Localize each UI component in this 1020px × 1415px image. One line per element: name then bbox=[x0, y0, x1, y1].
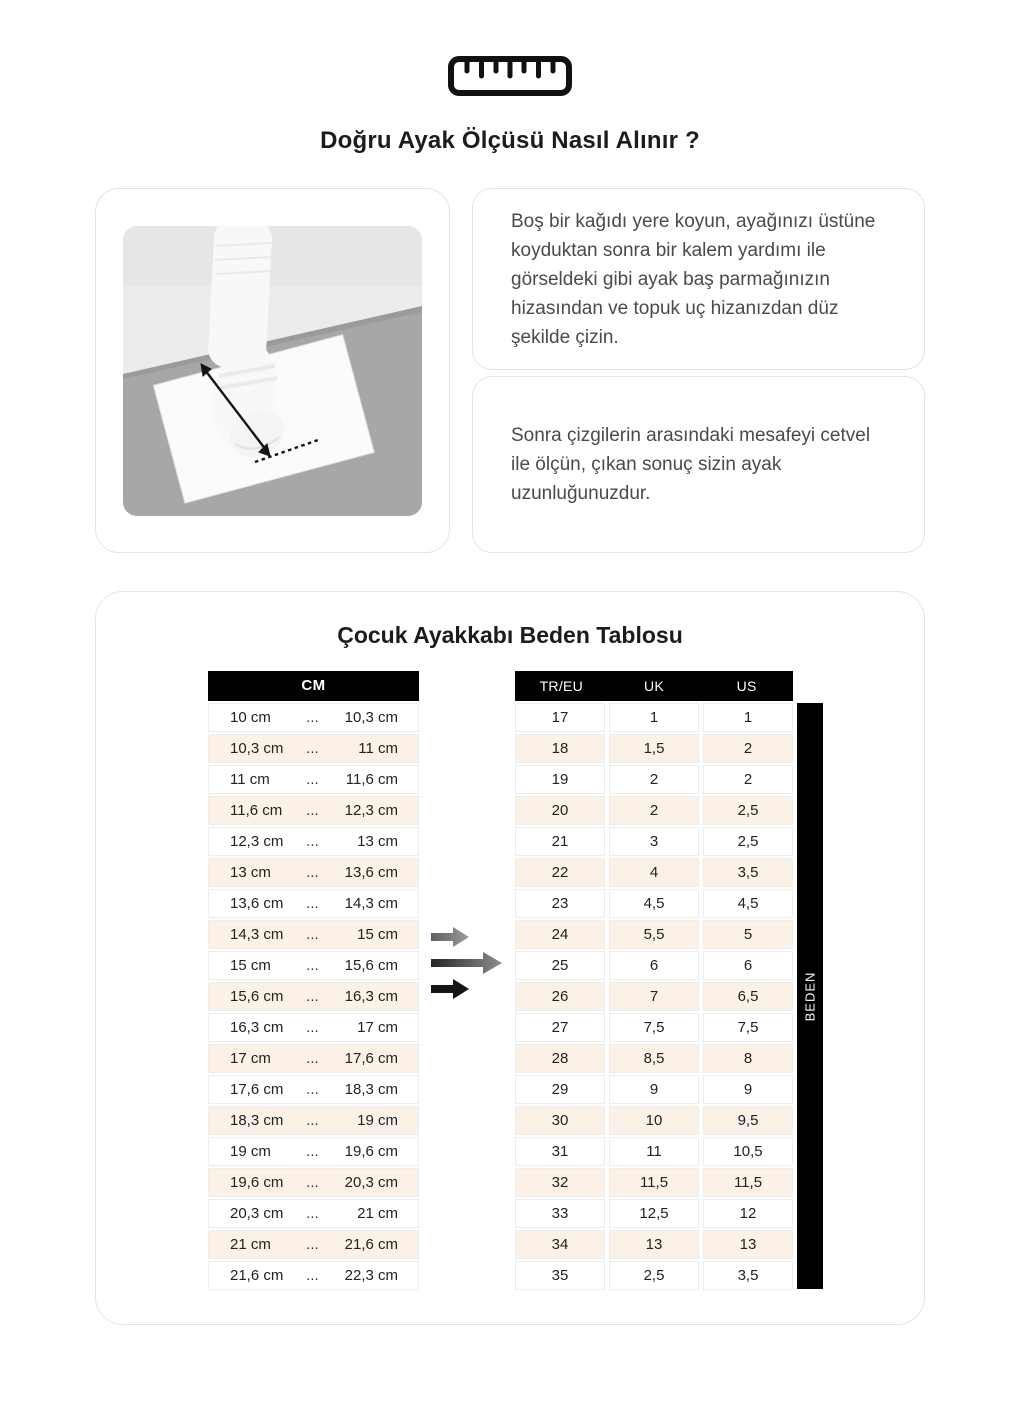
table-cell: 17 cm bbox=[230, 1050, 271, 1067]
size-row bbox=[515, 1261, 793, 1290]
table-cell: 17 bbox=[515, 703, 605, 732]
size-row bbox=[515, 889, 793, 918]
table-cell: 12,3 cm bbox=[230, 833, 284, 850]
size-row bbox=[515, 982, 793, 1011]
table-cell: 4,5 bbox=[703, 889, 793, 918]
table-cell: ... bbox=[306, 1019, 319, 1036]
size-row bbox=[515, 765, 793, 794]
table-cell: 3,5 bbox=[703, 1261, 793, 1290]
table-cell: 6 bbox=[703, 951, 793, 980]
size-row bbox=[515, 920, 793, 949]
foot-measurement-photo bbox=[123, 226, 422, 516]
header-us: US bbox=[736, 678, 757, 694]
table-cell: 18,3 cm bbox=[230, 1112, 284, 1129]
table-cell: 10,3 cm bbox=[230, 740, 284, 757]
table-cell: 16,3 cm bbox=[230, 1019, 284, 1036]
table-cell: 1 bbox=[703, 703, 793, 732]
size-row bbox=[515, 858, 793, 887]
table-cell: 7,5 bbox=[609, 1013, 699, 1042]
table-cell: ... bbox=[306, 1236, 319, 1253]
cm-range-row bbox=[208, 951, 419, 980]
cm-range-row bbox=[208, 858, 419, 887]
table-cell: 10,3 cm bbox=[344, 709, 398, 726]
table-cell: 21 cm bbox=[357, 1205, 398, 1222]
table-cell: 13,6 cm bbox=[344, 864, 398, 881]
table-cell: 2,5 bbox=[703, 796, 793, 825]
foot-photo-card bbox=[95, 188, 450, 553]
table-cell: 11,6 cm bbox=[230, 802, 283, 819]
table-cell: ... bbox=[306, 802, 319, 819]
table-cell: 10,5 bbox=[703, 1137, 793, 1166]
table-cell: 2 bbox=[609, 765, 699, 794]
table-cell: 32 bbox=[515, 1168, 605, 1197]
table-cell: 7,5 bbox=[703, 1013, 793, 1042]
size-row bbox=[515, 1075, 793, 1104]
cm-range-row bbox=[208, 1261, 419, 1290]
table-cell: 17,6 cm bbox=[230, 1081, 284, 1098]
table-cell: 3 bbox=[609, 827, 699, 856]
table-cell: ... bbox=[306, 1174, 319, 1191]
table-cell: 25 bbox=[515, 951, 605, 980]
table-cell: 22,3 cm bbox=[344, 1267, 398, 1284]
table-cell: 12 bbox=[703, 1199, 793, 1228]
table-cell: ... bbox=[306, 895, 319, 912]
size-row bbox=[515, 734, 793, 763]
table-cell: 11 cm bbox=[358, 740, 398, 757]
table-cell: 17 cm bbox=[357, 1019, 398, 1036]
size-row bbox=[515, 703, 793, 732]
table-cell: 21 bbox=[515, 827, 605, 856]
cm-range-row bbox=[208, 889, 419, 918]
table-cell: 3,5 bbox=[703, 858, 793, 887]
table-cell: 5,5 bbox=[609, 920, 699, 949]
table-cell: 13,6 cm bbox=[230, 895, 284, 912]
transfer-arrows-icon bbox=[419, 671, 515, 1001]
cm-range-row bbox=[208, 1199, 419, 1228]
table-cell: 2 bbox=[609, 796, 699, 825]
table-cell: 11,6 cm bbox=[345, 771, 398, 788]
table-cell: ... bbox=[306, 926, 319, 943]
table-cell: 13 cm bbox=[230, 864, 271, 881]
table-cell: 18,3 cm bbox=[344, 1081, 398, 1098]
table-cell: ... bbox=[306, 833, 319, 850]
table-cell: 11,5 bbox=[703, 1168, 793, 1197]
table-cell: 20,3 cm bbox=[230, 1205, 284, 1222]
table-cell: 10 cm bbox=[230, 709, 271, 726]
table-cell: 21 cm bbox=[230, 1236, 271, 1253]
table-cell: 26 bbox=[515, 982, 605, 1011]
table-cell: 2,5 bbox=[703, 827, 793, 856]
table-cell: 34 bbox=[515, 1230, 605, 1259]
table-cell: 2 bbox=[703, 734, 793, 763]
table-cell: ... bbox=[306, 1081, 319, 1098]
intl-size-table bbox=[515, 671, 793, 1290]
table-cell: 23 bbox=[515, 889, 605, 918]
table-cell: 8,5 bbox=[609, 1044, 699, 1073]
size-row bbox=[515, 1168, 793, 1197]
table-cell: 8 bbox=[703, 1044, 793, 1073]
ruler-icon bbox=[447, 55, 573, 97]
instruction-steps bbox=[472, 188, 925, 553]
size-row bbox=[515, 796, 793, 825]
header-uk: UK bbox=[643, 678, 665, 694]
cm-table-header: CM bbox=[208, 671, 419, 701]
table-cell: ... bbox=[306, 1205, 319, 1222]
table-cell: 28 bbox=[515, 1044, 605, 1073]
table-cell: 30 bbox=[515, 1106, 605, 1135]
table-cell: 7 bbox=[609, 982, 699, 1011]
table-cell: 19 bbox=[515, 765, 605, 794]
size-table-title: Çocuk Ayakkabı Beden Tablosu bbox=[337, 622, 683, 648]
table-cell: 16,3 cm bbox=[344, 988, 398, 1005]
table-cell: 13 bbox=[703, 1230, 793, 1259]
cm-range-row bbox=[208, 827, 419, 856]
table-cell: ... bbox=[306, 740, 319, 757]
table-cell: 1 bbox=[609, 703, 699, 732]
cm-range-row bbox=[208, 982, 419, 1011]
table-cell: 11,5 bbox=[609, 1168, 699, 1197]
instruction-step-2-text: Sonra çizgilerin arasındaki mesafeyi cetvel ile ölçün, çıkan sonuç sizin ayak uzunluğunuzdur. bbox=[511, 425, 871, 504]
table-cell: 24 bbox=[515, 920, 605, 949]
table-cell: 29 bbox=[515, 1075, 605, 1104]
table-cell: 9 bbox=[609, 1075, 699, 1104]
instruction-step-1-text: Boş bir kağıdı yere koyun, ayağınızı üstüne koyduktan sonra bir kalem yardımı ile görseldeki gibi ayak baş parmağınızın hizasından ve topuk uç hizanızdan düz şekilde çizin. bbox=[511, 210, 876, 348]
table-cell: 19,6 cm bbox=[230, 1174, 284, 1191]
cm-range-row bbox=[208, 1106, 419, 1135]
table-cell: 19,6 cm bbox=[344, 1143, 398, 1160]
table-cell: 15 cm bbox=[357, 926, 398, 943]
table-cell: ... bbox=[306, 1050, 319, 1067]
table-cell: 14,3 cm bbox=[344, 895, 398, 912]
cm-range-row bbox=[208, 1230, 419, 1259]
beden-label-text: BEDEN bbox=[802, 971, 818, 1021]
table-cell: 15,6 cm bbox=[230, 988, 284, 1005]
size-tables-row bbox=[208, 671, 924, 1290]
table-cell: ... bbox=[306, 988, 319, 1005]
size-row bbox=[515, 827, 793, 856]
table-cell: 4 bbox=[609, 858, 699, 887]
header-tr-eu: TR/EU bbox=[539, 678, 584, 694]
cm-range-row bbox=[208, 920, 419, 949]
table-cell: 19 cm bbox=[357, 1112, 398, 1129]
size-row bbox=[515, 951, 793, 980]
table-cell: ... bbox=[306, 957, 319, 974]
table-cell: 12,5 bbox=[609, 1199, 699, 1228]
size-row bbox=[515, 1013, 793, 1042]
size-row bbox=[515, 1137, 793, 1166]
table-cell: ... bbox=[306, 1112, 319, 1129]
table-cell: 1,5 bbox=[609, 734, 699, 763]
table-cell: 6,5 bbox=[703, 982, 793, 1011]
cm-range-row bbox=[208, 1075, 419, 1104]
cm-range-row bbox=[208, 1044, 419, 1073]
table-cell: 4,5 bbox=[609, 889, 699, 918]
cm-range-row bbox=[208, 1137, 419, 1166]
table-cell: 20,3 cm bbox=[344, 1174, 398, 1191]
cm-range-row bbox=[208, 1168, 419, 1197]
measure-section bbox=[95, 188, 925, 553]
table-cell: 20 bbox=[515, 796, 605, 825]
table-cell: 15,6 cm bbox=[344, 957, 398, 974]
table-cell: ... bbox=[306, 1143, 319, 1160]
table-cell: 31 bbox=[515, 1137, 605, 1166]
table-cell: ... bbox=[306, 864, 319, 881]
table-cell: 11 bbox=[609, 1137, 699, 1166]
table-cell: ... bbox=[306, 771, 319, 788]
table-cell: 14,3 cm bbox=[230, 926, 284, 943]
size-row bbox=[515, 1044, 793, 1073]
table-cell: 2,5 bbox=[609, 1261, 699, 1290]
intl-size-table-header bbox=[515, 671, 793, 701]
table-cell: 15 cm bbox=[230, 957, 271, 974]
table-cell: 11 cm bbox=[230, 771, 270, 788]
cm-range-row bbox=[208, 734, 419, 763]
table-cell: 22 bbox=[515, 858, 605, 887]
table-cell: 21,6 cm bbox=[344, 1236, 398, 1253]
cm-range-row bbox=[208, 1013, 419, 1042]
size-row bbox=[515, 1199, 793, 1228]
table-cell: 19 cm bbox=[230, 1143, 271, 1160]
table-cell: 27 bbox=[515, 1013, 605, 1042]
table-cell: 13 cm bbox=[357, 833, 398, 850]
table-cell: 13 bbox=[609, 1230, 699, 1259]
instruction-step-1 bbox=[472, 188, 925, 370]
table-cell: 9 bbox=[703, 1075, 793, 1104]
table-cell: 33 bbox=[515, 1199, 605, 1228]
instruction-step-2 bbox=[472, 376, 925, 553]
beden-side-label bbox=[797, 703, 823, 1289]
table-cell: 6 bbox=[609, 951, 699, 980]
cm-range-row bbox=[208, 765, 419, 794]
table-cell: 9,5 bbox=[703, 1106, 793, 1135]
table-cell: 2 bbox=[703, 765, 793, 794]
size-table-card bbox=[95, 591, 925, 1325]
table-cell: 17,6 cm bbox=[344, 1050, 398, 1067]
table-cell: 5 bbox=[703, 920, 793, 949]
cm-range-row bbox=[208, 703, 419, 732]
cm-table-body bbox=[208, 703, 419, 1290]
table-cell: ... bbox=[306, 709, 319, 726]
size-row bbox=[515, 1230, 793, 1259]
table-cell: 10 bbox=[609, 1106, 699, 1135]
table-cell: 18 bbox=[515, 734, 605, 763]
table-cell: 35 bbox=[515, 1261, 605, 1290]
table-cell: 21,6 cm bbox=[230, 1267, 284, 1284]
page-title: Doğru Ayak Ölçüsü Nasıl Alınır ? bbox=[320, 127, 700, 154]
size-row bbox=[515, 1106, 793, 1135]
cm-range-row bbox=[208, 796, 419, 825]
table-cell: 12,3 cm bbox=[344, 802, 398, 819]
table-cell: ... bbox=[306, 1267, 319, 1284]
cm-range-table bbox=[208, 671, 419, 1290]
intl-size-table-body bbox=[515, 703, 793, 1290]
